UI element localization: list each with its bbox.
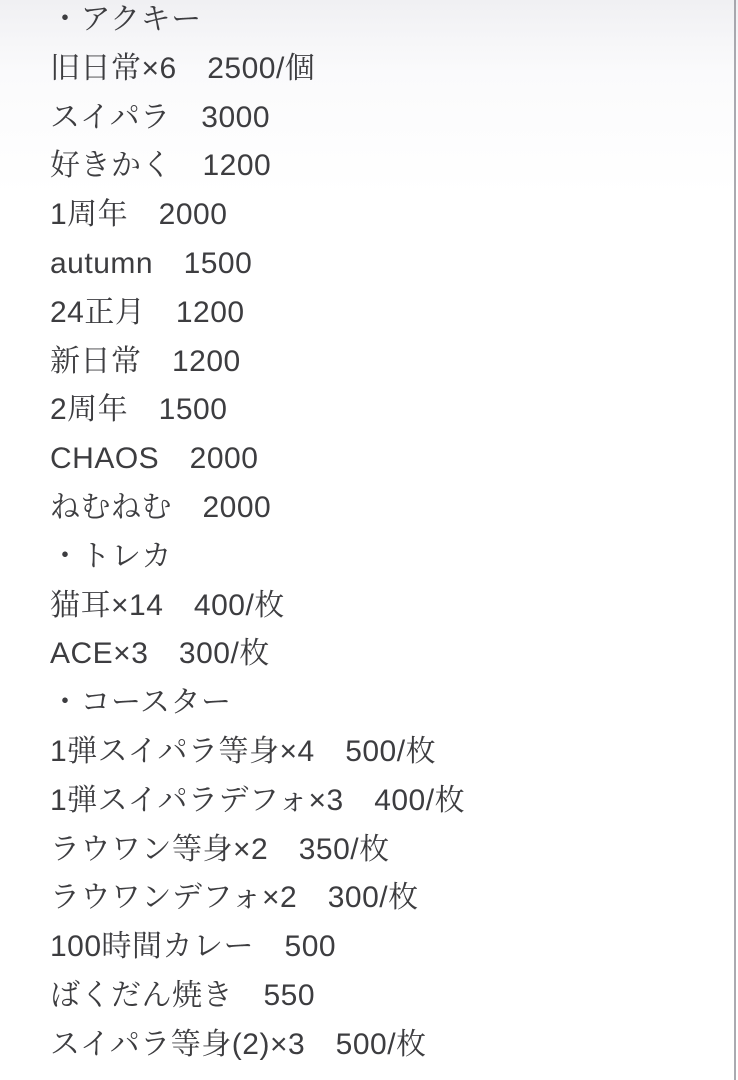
- section-header: ・トレカ: [50, 539, 172, 573]
- right-edge-divider: [734, 0, 736, 1080]
- price-line: 旧日常×6 2500/個: [50, 51, 316, 85]
- price-line: スイパラ 3000: [50, 100, 271, 134]
- price-list: [50, 0, 718, 1070]
- section-header: ・コースター: [50, 686, 232, 720]
- price-line: ラウワン等身×2 350/枚: [50, 832, 390, 866]
- price-line: CHAOS 2000: [50, 442, 259, 476]
- price-line: 1周年 2000: [50, 198, 228, 232]
- price-line: ばくだん焼き 550: [50, 978, 316, 1012]
- section-header: ・アクキー: [50, 3, 202, 36]
- price-line: 100時間カレー 500: [50, 930, 337, 964]
- price-line: 好きかく 1200: [50, 149, 272, 183]
- price-line: ねむねむ 2000: [50, 490, 272, 524]
- price-line: ACE×3 300/枚: [50, 637, 270, 671]
- price-line: 2周年 1500: [50, 393, 228, 427]
- price-line: 24正月 1200: [50, 295, 245, 329]
- price-line: スイパラ等身(2)×3 500/枚: [50, 1027, 427, 1061]
- price-line: 猫耳×14 400/枚: [50, 588, 285, 622]
- price-line: ラウワンデフォ×2 300/枚: [50, 881, 419, 915]
- price-line: 1弾スイパラ等身×4 500/枚: [50, 734, 437, 768]
- price-line: 1弾スイパラデフォ×3 400/枚: [50, 783, 466, 817]
- price-line: autumn 1500: [50, 246, 253, 280]
- price-line: 新日常 1200: [50, 344, 241, 378]
